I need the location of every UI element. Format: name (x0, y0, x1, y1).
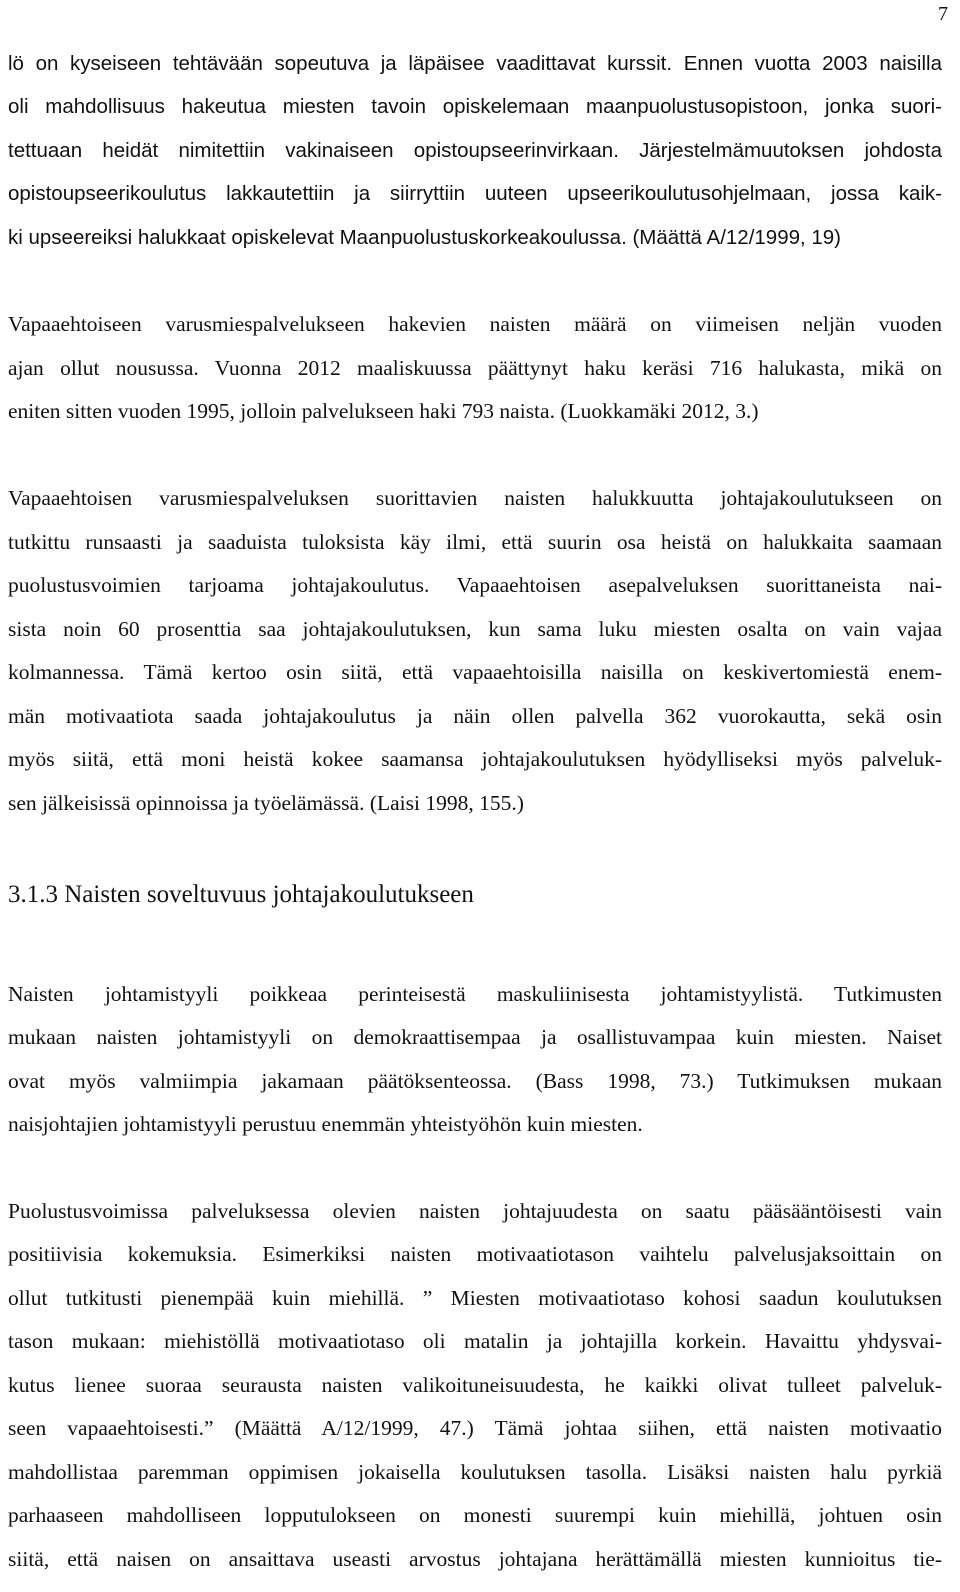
paragraph-line: Naisten johtamistyyli poikkeaa perinteisestä maskuliinisesta johtamistyylistä. Tutkimusten (8, 982, 942, 1006)
paragraph-line: oli mahdollisuus hakeutua miesten tavoin opiskelemaan maanpuolustusopistoon, jonka suori- (8, 95, 942, 118)
paragraph-line: puolustusvoimien tarjoama johtajakoulutus. Vapaaehtoisen asepalveluksen suorittaneista nai- (8, 573, 942, 597)
paragraph-line: ajan ollut nousussa. Vuonna 2012 maaliskuussa päättynyt haku keräsi 716 halukasta, mikä on (8, 356, 942, 380)
paragraph-line: ovat myös valmiimpia jakamaan päätöksenteossa. (Bass 1998, 73.) Tutkimuksen mukaan (8, 1069, 942, 1093)
paragraph-line: Vapaaehtoisen varusmiespalveluksen suorittavien naisten halukkuutta johtajakoulutukseen on (8, 486, 942, 510)
page-number: 7 (938, 3, 948, 25)
paragraph-line: parhaaseen mahdolliseen lopputulokseen on monesti suurempi kuin miehillä, johtuen osin (8, 1503, 942, 1527)
paragraph-line: seen vapaaehtoisesti.” (Määttä A/12/1999, 47.) Tämä johtaa siihen, että naisten motivaatio (8, 1416, 942, 1440)
paragraph-line: ki upseereiksi halukkaat opiskelevat Maanpuolustuskorkeakoulussa. (Määttä A/12/1999, 19) (8, 226, 842, 249)
paragraph-line: opistoupseerikoulutus lakkautettiin ja siirryttiin uuteen upseerikoulutusohjelmaan, jossa kaik- (8, 182, 942, 205)
paragraph-line: ollut tutkitusti pienempää kuin miehillä. ” Miesten motivaatiotaso kohosi saadun koulutuksen (8, 1286, 942, 1310)
paragraph-line: tutkittu runsaasti ja saaduista tuloksista käy ilmi, että suurin osa heistä on halukkaita saamaan (8, 530, 942, 554)
paragraph-line: tettuaan heidät nimitettiin vakinaiseen opistoupseerinvirkaan. Järjestelmämuutoksen johdosta (8, 139, 942, 162)
paragraph-line: mukaan naisten johtamistyyli on demokraattisempaa ja osallistuvampaa kuin miesten. Naiset (8, 1025, 942, 1049)
paragraph-line: eniten sitten vuoden 1995, jolloin palvelukseen haki 793 naista. (Luokkamäki 2012, 3.) (8, 399, 759, 423)
paragraph-line: sen jälkeisissä opinnoissa ja työelämässä. (Laisi 1998, 155.) (8, 791, 524, 815)
paragraph-line: sista noin 60 prosenttia saa johtajakoulutuksen, kun sama luku miesten osalta on vain vajaa (8, 617, 942, 641)
paragraph-line: siitä, että naisen on ansaittava useasti arvostus johtajana herättämällä miesten kunnioitus tie- (8, 1547, 942, 1571)
paragraph-line: Vapaaehtoiseen varusmiespalvelukseen hakevien naisten määrä on viimeisen neljän vuoden (8, 312, 942, 336)
paragraph-line: positiivisia kokemuksia. Esimerkiksi naisten motivaatiotason vaihtelu palvelusjaksoittain on (8, 1242, 942, 1266)
paragraph-line: naisjohtajien johtamistyyli perustuu enemmän yhteistyöhön kuin miesten. (8, 1112, 643, 1136)
paragraph-line: kolmannessa. Tämä kertoo osin siitä, että vapaaehtoisilla naisilla on keskivertomiestä enem- (8, 660, 942, 684)
paragraph-line: tason mukaan: miehistöllä motivaatiotaso oli matalin ja johtajilla korkein. Havaittu yhdysvai- (8, 1329, 942, 1353)
paragraph-line: män motivaatiota saada johtajakoulutus ja näin ollen palvella 362 vuorokautta, sekä osin (8, 704, 942, 728)
section-heading: 3.1.3 Naisten soveltuvuus johtajakoulutukseen (8, 881, 474, 908)
paragraph-line: kutus lienee suoraa seurausta naisten valikoituneisuudesta, he kaikki olivat tulleet palveluk- (8, 1373, 942, 1397)
paragraph-line: Puolustusvoimissa palveluksessa olevien naisten johtajuudesta on saatu pääsääntöisesti vain (8, 1199, 942, 1223)
paragraph-line: mahdollistaa paremman oppimisen jokaisella koulutuksen tasolla. Lisäksi naisten halu pyrkiä (8, 1460, 942, 1484)
paragraph-line: lö on kyseiseen tehtävään sopeutuva ja läpäisee vaadittavat kurssit. Ennen vuotta 2003 naisilla (8, 52, 942, 75)
paragraph-line: myös siitä, että moni heistä kokee saamansa johtajakoulutuksen hyödylliseksi myös palveluk- (8, 747, 942, 771)
